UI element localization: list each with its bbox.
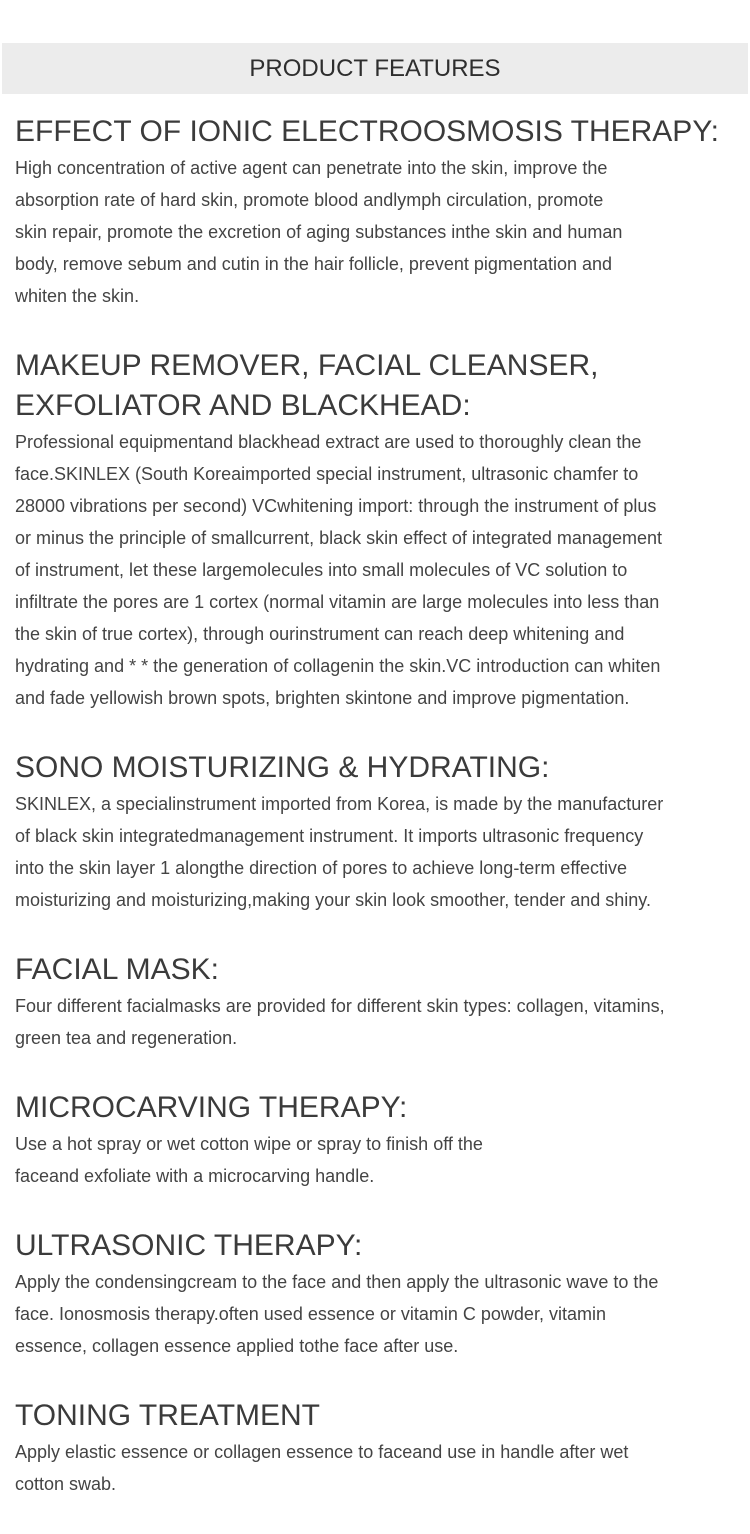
section-title: TONING TREATMENT xyxy=(15,1399,321,1432)
section-ultrasonic-therapy xyxy=(15,1226,743,1362)
body-line: cotton swab. xyxy=(15,1474,117,1494)
banner-title: PRODUCT FEATURES xyxy=(249,54,501,82)
section-microcarving-therapy xyxy=(15,1088,743,1192)
section-body xyxy=(15,1266,743,1362)
section-sono-moisturizing xyxy=(15,748,743,916)
body-line: faceand exfoliate with a microcarving handle. xyxy=(15,1166,375,1186)
section-body xyxy=(15,990,743,1054)
body-line: High concentration of active agent can penetrate into the skin, improve the xyxy=(15,158,608,178)
body-line: whiten the skin. xyxy=(15,286,140,306)
body-line: body, remove sebum and cutin in the hair follicle, prevent pigmentation and xyxy=(15,254,613,274)
section-makeup-remover xyxy=(15,346,743,714)
body-line: SKINLEX, a specialinstrument imported from Korea, is made by the manufacturer xyxy=(15,794,664,814)
body-line: skin repair, promote the excretion of aging substances inthe skin and human xyxy=(15,222,623,242)
body-line: green tea and regeneration. xyxy=(15,1028,238,1048)
body-line: absorption rate of hard skin, promote blood andlymph circulation, promote xyxy=(15,190,604,210)
body-line: moisturizing and moisturizing,making your skin look smoother, tender and shiny. xyxy=(15,890,651,910)
section-title: ULTRASONIC THERAPY: xyxy=(15,1229,363,1262)
body-line: 28000 vibrations per second) VCwhitening import: through the instrument of plus xyxy=(15,496,657,516)
body-line: Apply elastic essence or collagen essence to faceand use in handle after wet xyxy=(15,1442,629,1462)
body-line: or minus the principle of smallcurrent, black skin effect of integrated management xyxy=(15,528,662,548)
section-body xyxy=(15,1436,743,1500)
section-body xyxy=(15,152,743,312)
body-line: hydrating and * * the generation of collagenin the skin.VC introduction can whiten xyxy=(15,656,661,676)
body-line: Four different facialmasks are provided for different skin types: collagen, vitamins, xyxy=(15,996,665,1016)
section-facial-mask xyxy=(15,950,743,1054)
body-line: and fade yellowish brown spots, brighten skintone and improve pigmentation. xyxy=(15,688,630,708)
section-title xyxy=(15,346,743,426)
section-title: SONO MOISTURIZING & HYDRATING: xyxy=(15,751,550,784)
body-line: face.SKINLEX (South Koreaimported special instrument, ultrasonic chamfer to xyxy=(15,464,639,484)
body-line: Use a hot spray or wet cotton wipe or spray to finish off the xyxy=(15,1134,483,1154)
section-body xyxy=(15,1128,743,1192)
section-title: MICROCARVING THERAPY: xyxy=(15,1091,408,1124)
body-line: into the skin layer 1 alongthe direction of pores to achieve long-term effective xyxy=(15,858,628,878)
title-line: MAKEUP REMOVER, FACIAL CLEANSER, xyxy=(15,349,599,382)
body-line: face. Ionosmosis therapy.often used essence or vitamin C powder, vitamin xyxy=(15,1304,606,1324)
title-line: EXFOLIATOR AND BLACKHEAD: xyxy=(15,389,471,422)
product-features-banner xyxy=(2,43,748,94)
body-line: of black skin integratedmanagement instrument. It imports ultrasonic frequency xyxy=(15,826,644,846)
body-line: of instrument, let these largemolecules into small molecules of VC solution to xyxy=(15,560,628,580)
body-line: the skin of true cortex), through ourinstrument can reach deep whitening and xyxy=(15,624,625,644)
section-body xyxy=(15,426,743,714)
section-toning-treatment xyxy=(15,1396,743,1500)
features-content xyxy=(15,112,743,1534)
section-body xyxy=(15,788,743,916)
body-line: essence, collagen essence applied tothe face after use. xyxy=(15,1336,459,1356)
body-line: Apply the condensingcream to the face and then apply the ultrasonic wave to the xyxy=(15,1272,659,1292)
section-title: FACIAL MASK: xyxy=(15,953,219,986)
body-line: Professional equipmentand blackhead extract are used to thoroughly clean the xyxy=(15,432,642,452)
section-ionic-electroosmosis xyxy=(15,112,743,312)
body-line: infiltrate the pores are 1 cortex (normal vitamin are large molecules into less than xyxy=(15,592,660,612)
section-title: EFFECT OF IONIC ELECTROOSMOSIS THERAPY: xyxy=(15,115,720,148)
